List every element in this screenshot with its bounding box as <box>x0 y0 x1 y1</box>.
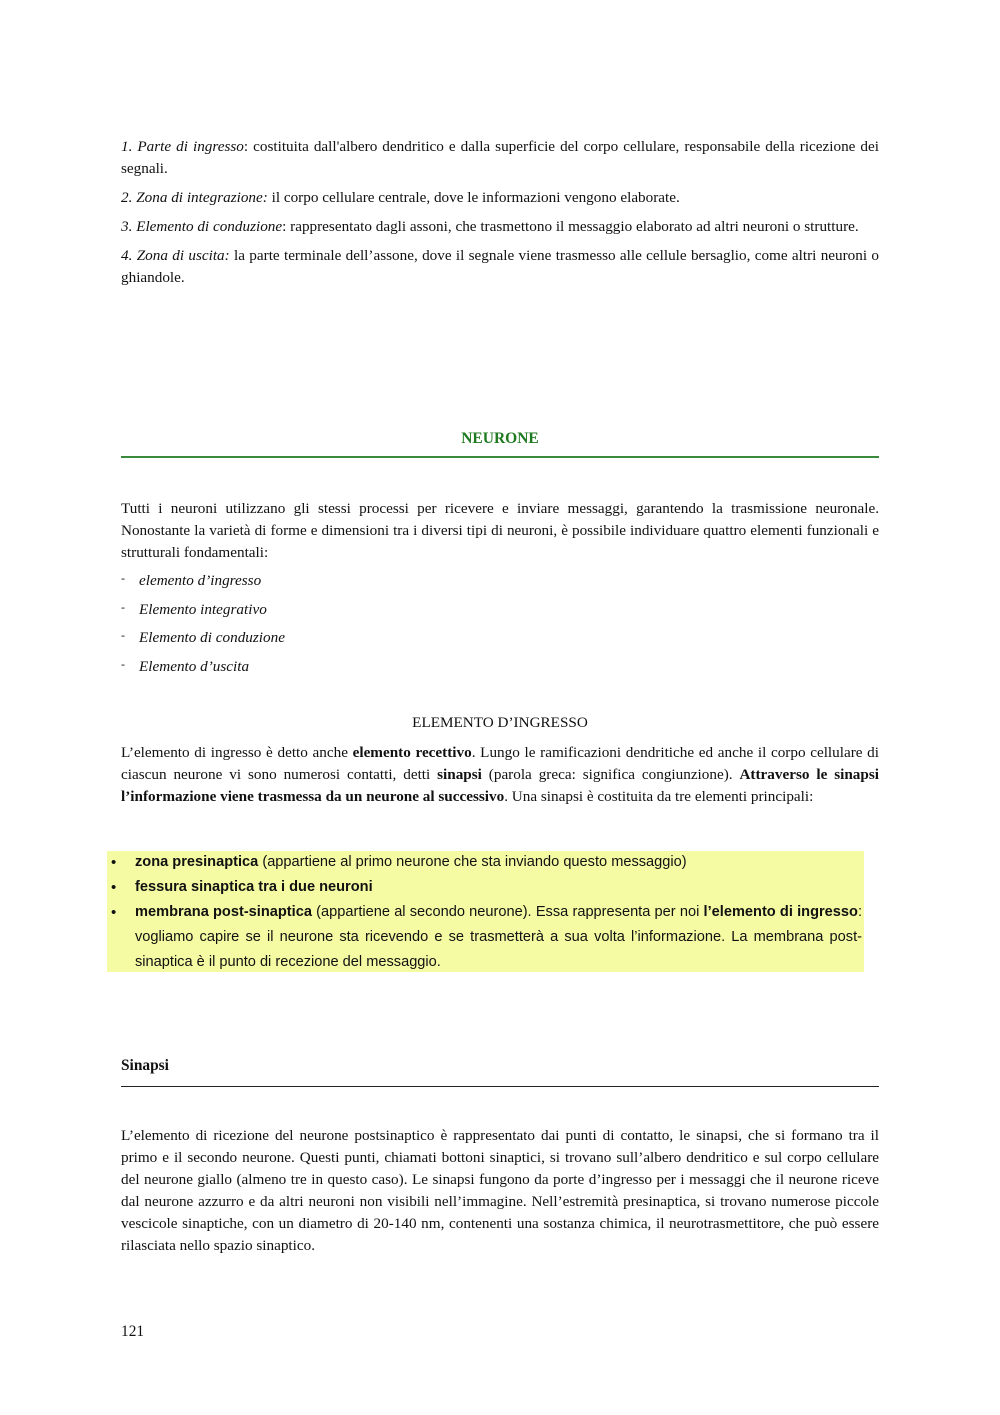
highlight-list <box>107 850 862 975</box>
list-item-text: Elemento d’uscita <box>139 657 250 675</box>
text-run: (parola greca: significa congiunzione). <box>481 766 740 783</box>
section-divider <box>121 456 879 458</box>
intro-item-text: : rappresentato dagli assoni, che trasmettono il messaggio elaborato ad altri neuroni o strutture. <box>282 218 859 235</box>
intro-list <box>121 136 879 296</box>
list-item-text: Elemento di conduzione <box>139 629 285 646</box>
text-run: (appartiene al primo neurone che sta inviando questo messaggio) <box>258 854 687 870</box>
intro-item-2 <box>121 187 879 209</box>
intro-item-label: 2. Zona di integrazione: <box>121 189 268 206</box>
list-item <box>121 656 879 678</box>
list-item <box>121 599 879 621</box>
intro-item-text: la parte terminale dell’assone, dove il segnale viene trasmesso alle cellule bersaglio, come altri neuroni o ghiandole. <box>121 247 879 286</box>
text-run: . Lungo le ramificazioni dendritiche ed anche il corpo cellulare di ciascun neurone vi sono numerosi contatti, detti <box>121 744 879 783</box>
sinapsi-divider <box>121 1086 879 1087</box>
ingresso-paragraph <box>121 742 879 808</box>
page-number: 121 <box>121 1323 145 1340</box>
list-item-text: elemento d’ingresso <box>139 572 262 589</box>
bullet-icon: • <box>111 879 117 896</box>
dash-bullet: - <box>121 628 125 642</box>
ingresso-section <box>121 742 879 808</box>
dash-bullet: - <box>121 599 125 614</box>
dash-bullet: - <box>121 571 125 585</box>
subheading: ELEMENTO D’INGRESSO <box>412 714 588 731</box>
intro-item-1 <box>121 136 879 180</box>
text-run: (appartiene al secondo neurone). Essa rappresenta per noi <box>311 904 704 920</box>
bold-term: fessura sinaptica tra i due neuroni <box>135 879 373 895</box>
highlight-item-3 <box>107 900 862 975</box>
bold-term: Attraverso le sinapsi l’informazione viene trasmessa da un neurone al successivo <box>121 766 879 805</box>
bullet-icon: • <box>111 904 117 921</box>
intro-item-text: : costituita dall'albero dendritico e dalla superficie del corpo cellulare, responsabile della ricezione dei segnali. <box>121 138 879 177</box>
sinapsi-section <box>121 1125 879 1257</box>
bold-term: membrana post-sinaptica <box>135 904 312 920</box>
highlight-item-2 <box>107 875 862 900</box>
section-title: NEURONE <box>461 430 539 447</box>
list-item <box>121 627 879 649</box>
bold-term: sinapsi <box>437 766 482 783</box>
text-run: : vogliamo capire se il neurone sta ricevendo e se trasmetterà a sua volta l’informazione. La membrana post-sinaptica è il punto di recezione del messaggio. <box>135 904 862 970</box>
sinapsi-paragraph: L’elemento di ricezione del neurone postsinaptico è rappresentato dai punti di contatto, le sinapsi, che si formano tra il primo e il secondo neurone. Questi punti, chiamati bottoni sinaptici, si trovano sull’albero dendritico e sul corpo cellulare del neurone giallo (almeno tre in questo caso). Le sinapsi fungono da porte d’ingresso per i messaggi che il neurone riceve dal neurone azzurro e da altri neuroni non visibili nell’immagine. Nell’estremità presinaptica, si trovano numerose piccole vescicole sinaptiche, con un diametro di 20-140 nm, contenenti una sostanza chimica, il neurotrasmettitore, che può essere rilasciata nello spazio sinaptico. <box>121 1127 879 1254</box>
neurone-paragraph: Tutti i neuroni utilizzano gli stessi processi per ricevere e inviare messaggi, garantendo la trasmissione neuronale. Nonostante la varietà di forme e dimensioni tra i diversi tipi di neuroni, è possibile individuare quattro elementi funzionali e strutturali fondamentali: <box>121 500 879 561</box>
text-run: . Una sinapsi è costituita da tre elementi principali: <box>504 788 814 805</box>
highlight-item-1 <box>107 850 862 875</box>
intro-item-3 <box>121 216 879 238</box>
list-item-text: Elemento integrativo <box>139 600 267 618</box>
elements-list <box>121 570 879 678</box>
bold-term: zona presinaptica <box>135 854 259 870</box>
bold-term: l’elemento di ingresso <box>703 904 858 920</box>
intro-item-4 <box>121 245 879 289</box>
list-item <box>121 570 879 592</box>
intro-item-label: 3. Elemento di conduzione <box>121 218 283 235</box>
bold-term: elemento recettivo <box>352 744 472 761</box>
intro-item-label: 1. Parte di ingresso <box>121 138 244 155</box>
text-run: L’elemento di ingresso è detto anche <box>121 744 353 761</box>
bullet-icon: • <box>111 854 117 871</box>
intro-item-text: il corpo cellulare centrale, dove le informazioni vengono elaborate. <box>267 189 680 206</box>
intro-item-label: 4. Zona di uscita: <box>121 247 230 264</box>
sinapsi-heading: Sinapsi <box>121 1057 169 1074</box>
neurone-section <box>121 498 879 684</box>
dash-bullet: - <box>121 656 125 671</box>
